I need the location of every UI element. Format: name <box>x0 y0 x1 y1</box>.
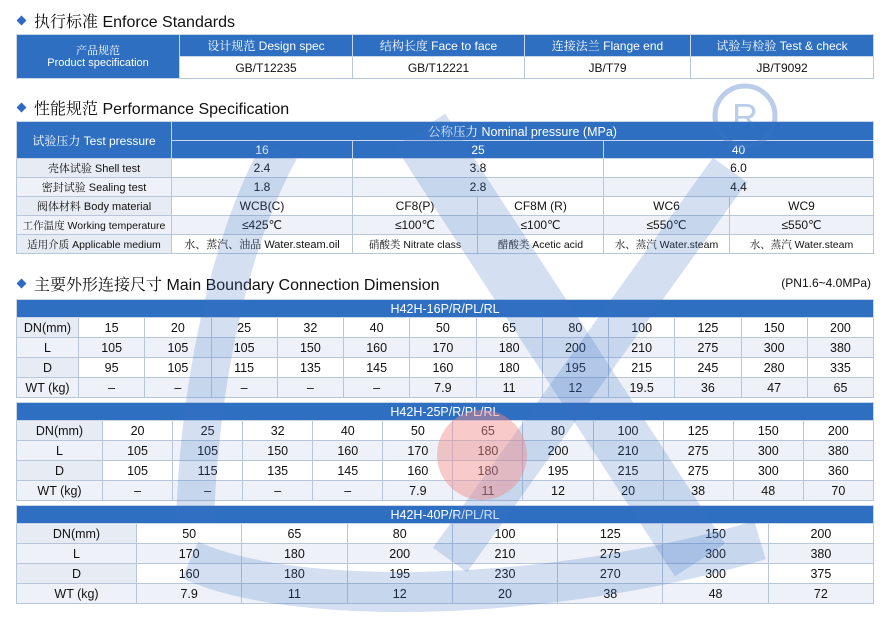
table-cell: 150 <box>277 338 343 358</box>
table-cell: 150 <box>733 421 803 441</box>
table-cell: 105 <box>145 358 211 378</box>
performance-table <box>16 121 874 254</box>
table-cell: 20 <box>452 584 557 604</box>
table-cell: 38 <box>663 481 733 501</box>
table-cell: 230 <box>452 564 557 584</box>
table-cell: 15 <box>79 318 145 338</box>
table-cell: 170 <box>410 338 476 358</box>
row-label: L <box>17 338 79 358</box>
table-cell: 360 <box>803 461 873 481</box>
table-cell: 200 <box>807 318 873 338</box>
shell-test-label: 壳体试验 Shell test <box>17 159 172 178</box>
table-cell: 80 <box>523 421 593 441</box>
row-label: DN(mm) <box>17 318 79 338</box>
material-cf8m: CF8M (R) <box>478 197 604 216</box>
table-row <box>17 461 874 481</box>
working-temp-label: 工作温度 Working temperature <box>17 216 172 235</box>
dimension-table-3 <box>16 505 874 604</box>
material-wcb: WCB(C) <box>172 197 353 216</box>
table-cell: 25 <box>173 421 243 441</box>
temp-wcb: ≤425℃ <box>172 216 353 235</box>
table-cell: 32 <box>277 318 343 338</box>
table-cell: 170 <box>137 544 242 564</box>
medium-wc9: 水、蒸汽 Water.steam <box>730 235 874 254</box>
dimension-title: 主要外形连接尺寸 Main Boundary Connection Dimension <box>34 276 440 294</box>
table-cell: 11 <box>476 378 542 398</box>
table-row <box>17 378 874 398</box>
sealing-40: 4.4 <box>604 178 874 197</box>
table-cell: 150 <box>663 524 768 544</box>
enforce-value-test: JB/T9092 <box>691 57 874 79</box>
diamond-bullet-icon <box>17 102 27 112</box>
table-cell: 145 <box>313 461 383 481</box>
material-wc9: WC9 <box>730 197 874 216</box>
table-cell: 80 <box>542 318 608 338</box>
table-cell: 300 <box>741 338 807 358</box>
table-cell: 105 <box>79 338 145 358</box>
table-cell: 160 <box>313 441 383 461</box>
table-cell: 195 <box>347 564 452 584</box>
table-cell: 100 <box>593 421 663 441</box>
model-header: H42H-40P/R/PL/RL <box>17 506 874 524</box>
table-cell: 215 <box>609 358 675 378</box>
table-cell: 105 <box>103 461 173 481</box>
enforce-value-face: GB/T12221 <box>353 57 525 79</box>
table-cell: 275 <box>663 441 733 461</box>
table-cell: 80 <box>347 524 452 544</box>
row-label: D <box>17 461 103 481</box>
section-title-enforce <box>14 10 235 30</box>
table-cell: 300 <box>733 461 803 481</box>
pressure-range-note: (PN1.6~4.0MPa) <box>781 276 871 290</box>
table-cell: 20 <box>593 481 663 501</box>
table-cell: 150 <box>741 318 807 338</box>
body-material-label: 阀体材料 Body material <box>17 197 172 216</box>
table-cell: 275 <box>663 461 733 481</box>
table-cell: 115 <box>173 461 243 481</box>
dimension-table-1 <box>16 299 874 398</box>
temp-cf8m: ≤100℃ <box>478 216 604 235</box>
enforce-title: 执行标准 Enforce Standards <box>34 13 235 31</box>
table-cell: 48 <box>733 481 803 501</box>
table-cell: 105 <box>145 338 211 358</box>
table-cell: 7.9 <box>410 378 476 398</box>
table-row <box>17 441 874 461</box>
table-row <box>17 584 874 604</box>
table-cell: 300 <box>733 441 803 461</box>
table-cell: 195 <box>542 358 608 378</box>
table-cell: 115 <box>211 358 277 378</box>
row-label: DN(mm) <box>17 524 137 544</box>
sealing-test-label: 密封试验 Sealing test <box>17 178 172 197</box>
table-row <box>17 544 874 564</box>
diamond-bullet-icon <box>17 278 27 288</box>
table-cell: 105 <box>103 441 173 461</box>
row-label: WT (kg) <box>17 378 79 398</box>
medium-cf8: 硝酸类 Nitrate class <box>353 235 478 254</box>
table-cell: 7.9 <box>137 584 242 604</box>
temp-cf8: ≤100℃ <box>353 216 478 235</box>
enforce-value-design: GB/T12235 <box>180 57 353 79</box>
table-cell: 48 <box>663 584 768 604</box>
table-cell: 11 <box>242 584 347 604</box>
svg-text:R: R <box>732 96 758 137</box>
performance-title: 性能规范 Performance Specification <box>34 100 290 118</box>
table-cell: 12 <box>347 584 452 604</box>
dimension-table-2 <box>16 402 874 501</box>
enforce-header-test: 试验与检验 Test & check <box>691 35 874 57</box>
table-cell: – <box>79 378 145 398</box>
table-cell: 72 <box>768 584 873 604</box>
table-cell: – <box>145 378 211 398</box>
table-cell: 40 <box>344 318 410 338</box>
table-cell: 12 <box>523 481 593 501</box>
table-cell: 380 <box>768 544 873 564</box>
table-cell: 7.9 <box>383 481 453 501</box>
table-cell: 125 <box>663 421 733 441</box>
table-cell: 40 <box>313 421 383 441</box>
enforce-header-flange: 连接法兰 Flange end <box>525 35 691 57</box>
table-cell: – <box>243 481 313 501</box>
enforce-header-face: 结构长度 Face to face <box>353 35 525 57</box>
medium-wcb: 水、蒸汽、油品 Water.steam.oil <box>172 235 353 254</box>
table-cell: 47 <box>741 378 807 398</box>
table-cell: 215 <box>593 461 663 481</box>
table-cell: 25 <box>211 318 277 338</box>
table-row <box>17 564 874 584</box>
table-cell: 20 <box>145 318 211 338</box>
table-row <box>17 421 874 441</box>
table-cell: 210 <box>452 544 557 564</box>
table-cell: 12 <box>542 378 608 398</box>
table-cell: 210 <box>593 441 663 461</box>
table-cell: 19.5 <box>609 378 675 398</box>
table-cell: – <box>211 378 277 398</box>
table-row <box>17 358 874 378</box>
table-cell: 245 <box>675 358 741 378</box>
table-cell: 145 <box>344 358 410 378</box>
table-cell: 150 <box>243 441 313 461</box>
enforce-header-product <box>17 35 180 79</box>
table-cell: 200 <box>523 441 593 461</box>
table-cell: 135 <box>277 358 343 378</box>
row-label: L <box>17 441 103 461</box>
table-cell: 160 <box>137 564 242 584</box>
table-cell: 380 <box>803 441 873 461</box>
shell-25: 3.8 <box>353 159 604 178</box>
table-cell: 65 <box>453 421 523 441</box>
table-cell: 280 <box>741 358 807 378</box>
table-cell: 300 <box>663 564 768 584</box>
table-cell: 11 <box>453 481 523 501</box>
table-cell: 65 <box>476 318 542 338</box>
pressure-16: 16 <box>172 141 353 159</box>
table-cell: 95 <box>79 358 145 378</box>
table-cell: 50 <box>383 421 453 441</box>
enforce-table <box>16 34 874 79</box>
table-cell: 160 <box>344 338 410 358</box>
table-cell: – <box>103 481 173 501</box>
temp-wc9: ≤550℃ <box>730 216 874 235</box>
table-cell: 335 <box>807 358 873 378</box>
table-cell: 210 <box>609 338 675 358</box>
table-cell: 105 <box>173 441 243 461</box>
table-cell: 180 <box>242 544 347 564</box>
table-row <box>17 338 874 358</box>
row-label: L <box>17 544 137 564</box>
table-cell: 170 <box>383 441 453 461</box>
pressure-40: 40 <box>604 141 874 159</box>
table-cell: 200 <box>347 544 452 564</box>
table-row <box>17 481 874 501</box>
table-cell: 32 <box>243 421 313 441</box>
temp-wc6: ≤550℃ <box>604 216 730 235</box>
table-cell: 375 <box>768 564 873 584</box>
table-cell: 180 <box>453 461 523 481</box>
row-label: D <box>17 358 79 378</box>
row-label: DN(mm) <box>17 421 103 441</box>
table-cell: 125 <box>675 318 741 338</box>
table-cell: 38 <box>558 584 663 604</box>
table-row <box>17 524 874 544</box>
table-cell: – <box>313 481 383 501</box>
table-cell: 275 <box>558 544 663 564</box>
table-cell: 36 <box>675 378 741 398</box>
medium-cf8m: 醋酸类 Acetic acid <box>478 235 604 254</box>
table-row <box>17 318 874 338</box>
material-wc6: WC6 <box>604 197 730 216</box>
row-label: WT (kg) <box>17 584 137 604</box>
pressure-25: 25 <box>353 141 604 159</box>
table-cell: 180 <box>476 338 542 358</box>
section-title-performance <box>14 97 289 117</box>
sealing-16: 1.8 <box>172 178 353 197</box>
table-cell: 300 <box>663 544 768 564</box>
row-label: WT (kg) <box>17 481 103 501</box>
table-cell: 160 <box>410 358 476 378</box>
table-cell: 200 <box>542 338 608 358</box>
table-cell: 180 <box>242 564 347 584</box>
table-cell: – <box>344 378 410 398</box>
table-cell: 50 <box>410 318 476 338</box>
table-cell: 270 <box>558 564 663 584</box>
table-cell: – <box>277 378 343 398</box>
table-cell: – <box>173 481 243 501</box>
table-cell: 180 <box>476 358 542 378</box>
material-cf8: CF8(P) <box>353 197 478 216</box>
diamond-bullet-icon <box>17 15 27 25</box>
table-cell: 160 <box>383 461 453 481</box>
table-cell: 105 <box>211 338 277 358</box>
model-header: H42H-25P/R/PL/RL <box>17 403 874 421</box>
enforce-header-product-label: 产品规范 Product specification <box>47 44 149 69</box>
sealing-25: 2.8 <box>353 178 604 197</box>
medium-wc6: 水、蒸汽 Water.steam <box>604 235 730 254</box>
section-title-dimension <box>14 273 440 293</box>
table-cell: 100 <box>609 318 675 338</box>
table-cell: 70 <box>803 481 873 501</box>
table-cell: 65 <box>807 378 873 398</box>
model-header: H42H-16P/R/PL/RL <box>17 300 874 318</box>
medium-label: 适用介质 Applicable medium <box>17 235 172 254</box>
table-cell: 200 <box>768 524 873 544</box>
table-cell: 50 <box>137 524 242 544</box>
table-cell: 180 <box>453 441 523 461</box>
table-cell: 100 <box>452 524 557 544</box>
row-label: D <box>17 564 137 584</box>
nominal-pressure-label: 公称压力 Nominal pressure (MPa) <box>172 122 874 141</box>
enforce-value-flange: JB/T79 <box>525 57 691 79</box>
table-cell: 135 <box>243 461 313 481</box>
test-pressure-label: 试验压力 Test pressure <box>17 122 172 159</box>
table-cell: 195 <box>523 461 593 481</box>
enforce-header-design: 设计规范 Design spec <box>180 35 353 57</box>
shell-40: 6.0 <box>604 159 874 178</box>
table-cell: 275 <box>675 338 741 358</box>
table-cell: 125 <box>558 524 663 544</box>
shell-16: 2.4 <box>172 159 353 178</box>
table-cell: 380 <box>807 338 873 358</box>
table-cell: 200 <box>803 421 873 441</box>
table-cell: 20 <box>103 421 173 441</box>
table-cell: 65 <box>242 524 347 544</box>
